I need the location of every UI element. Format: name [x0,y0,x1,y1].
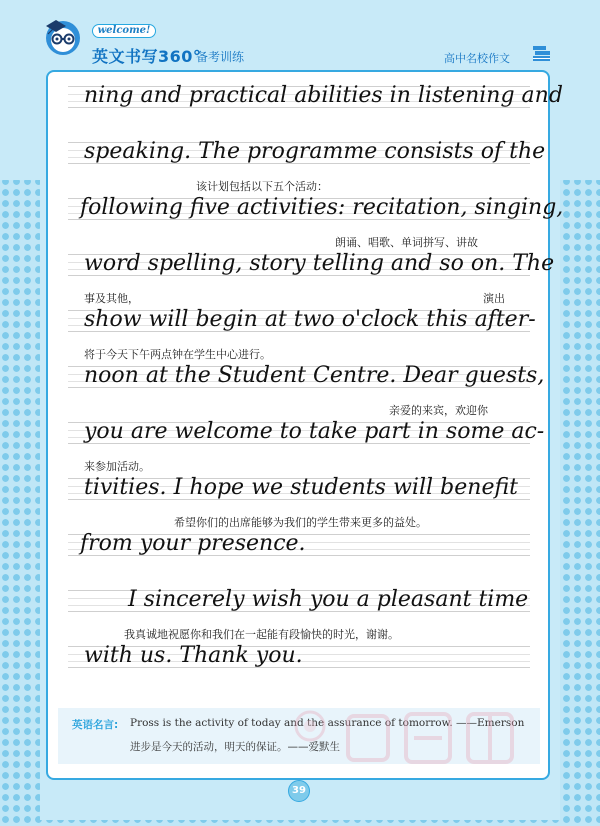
chinese-gloss: 该计划包括以下五个活动： [196,180,328,193]
page-header [0,0,600,70]
quote-chinese: 进步是今天的活动，明天的保证。——爱默生 [130,741,340,753]
essay-line: following five activities: recitation, singing, [80,195,564,220]
mascot-icon [40,16,86,58]
quote-label: 英语名言: [72,719,119,731]
essay-line: speaking. The programme consists of the [84,139,546,164]
book-stack-icon [532,45,552,63]
essay-line: noon at the Student Centre. Dear guests, [84,363,545,388]
essay-line: from your presence. [80,531,306,556]
chinese-gloss: 将于今天下午两点钟在学生中心进行。 [84,348,271,361]
chinese-gloss: 来参加活动。 [84,460,150,473]
book-subtitle: 备考训练 [196,50,245,64]
welcome-tag: welcome! [92,24,156,38]
chinese-gloss: 我真诚地祝愿你和我们在一起能有段愉快的时光，谢谢。 [124,628,399,641]
essay-line: tivities. I hope we students will benefit [84,475,518,500]
essay-line: you are welcome to take part in some ac- [84,419,545,444]
chinese-gloss: 希望你们的出席能够为我们的学生带来更多的益处。 [174,516,427,529]
essay-line: ning and practical abilities in listening and [84,83,563,108]
chinese-gloss: 朗诵、唱歌、单词拼写、讲故 [335,236,478,249]
essay-line: I sincerely wish you a pleasant time [128,587,529,612]
quote-english: Pross is the activity of today and the assurance of tomorrow. ——Emerson [130,717,525,729]
essay-line: word spelling, story telling and so on. The [84,251,555,276]
chinese-gloss: 演出 [483,292,505,305]
essay-line: show will begin at two o'clock this after- [84,307,536,332]
chinese-gloss: 事及其他， [84,292,139,305]
essay-line: with us. Thank you. [84,643,303,668]
chinese-gloss: 亲爱的来宾，欢迎你 [389,404,488,417]
series-tag: 高中名校作文 [444,52,510,65]
book-title: 英文书写360° [92,47,202,66]
page-number: 39 [288,780,310,802]
publisher-watermark-icon [288,704,538,774]
